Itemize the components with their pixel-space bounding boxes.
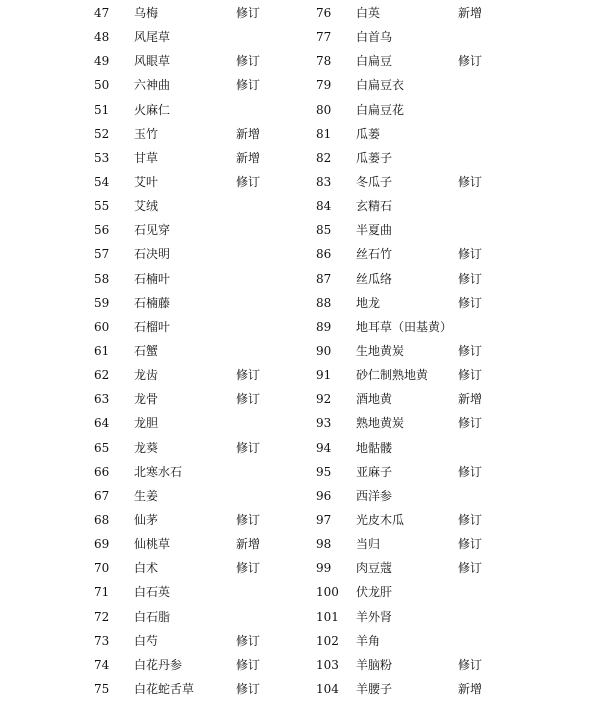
herb-name: 羊外肾	[356, 609, 393, 624]
item-number: 63	[94, 392, 110, 407]
item-number: 47	[94, 6, 110, 20]
item-number: 94	[316, 440, 332, 455]
herb-name: 石蟹	[134, 343, 159, 358]
revision-status: 新增	[236, 126, 261, 141]
herb-name: 丝石竹	[356, 247, 393, 262]
herb-name: 羊角	[356, 633, 381, 648]
herb-name: 玄精石	[356, 199, 393, 214]
herb-name: 地骷髅	[356, 440, 393, 455]
revision-status: 修订	[458, 271, 483, 286]
item-number: 96	[316, 488, 332, 503]
item-number: 52	[94, 126, 110, 141]
herb-name: 石楠藤	[134, 295, 171, 310]
revision-status: 修订	[236, 512, 261, 527]
revision-status: 新增	[458, 681, 483, 696]
item-number: 72	[94, 609, 110, 624]
revision-status: 修订	[458, 54, 483, 69]
item-number: 55	[94, 199, 110, 214]
revision-status: 修订	[458, 464, 483, 479]
herb-name: 龙齿	[134, 368, 159, 383]
herb-name: 石决明	[134, 247, 171, 262]
revision-status: 修订	[458, 561, 483, 576]
herb-name: 当归	[356, 537, 381, 552]
revision-status: 新增	[236, 150, 261, 165]
revision-status: 修订	[236, 78, 261, 93]
item-number: 71	[94, 585, 110, 600]
herb-name: 白扁豆花	[356, 102, 405, 117]
herb-name: 肉豆蔻	[356, 561, 393, 576]
revision-status: 修订	[236, 657, 261, 672]
herb-name: 白石英	[134, 585, 171, 600]
item-number: 64	[94, 416, 110, 431]
herb-name: 白石脂	[134, 609, 171, 624]
item-number: 78	[316, 54, 332, 69]
herb-name: 龙胆	[134, 416, 159, 431]
item-number: 85	[316, 223, 332, 238]
herb-name: 白扁豆	[356, 54, 393, 69]
item-number: 90	[316, 343, 332, 358]
item-number: 57	[94, 247, 110, 262]
herb-name: 风眼草	[134, 54, 171, 69]
item-number: 73	[94, 633, 110, 648]
herb-name: 半夏曲	[356, 223, 393, 238]
item-number: 93	[316, 416, 332, 431]
herb-name: 亚麻子	[356, 464, 393, 479]
herb-name: 羊脑粉	[356, 657, 393, 672]
item-number: 69	[94, 537, 110, 552]
herb-name: 火麻仁	[134, 102, 171, 117]
item-number: 68	[94, 512, 110, 527]
herb-name: 生地黄炭	[356, 343, 405, 358]
item-number: 98	[316, 537, 332, 552]
item-number: 77	[316, 30, 332, 45]
revision-status: 修订	[458, 343, 483, 358]
herb-name: 酒地黄	[356, 392, 393, 407]
item-number: 61	[94, 343, 110, 358]
revision-status: 修订	[458, 512, 483, 527]
herb-name: 伏龙肝	[356, 585, 393, 600]
revision-status: 修订	[458, 537, 483, 552]
item-number: 53	[94, 150, 110, 165]
item-number: 84	[316, 199, 332, 214]
item-number: 81	[316, 126, 332, 141]
item-number: 80	[316, 102, 332, 117]
item-number: 86	[316, 247, 332, 262]
herb-name: 六神曲	[134, 78, 171, 93]
item-number: 104	[316, 681, 339, 696]
revision-status: 修订	[236, 392, 261, 407]
herb-name: 丝瓜络	[356, 271, 393, 286]
revision-status: 修订	[236, 633, 261, 648]
herb-name: 熟地黄炭	[356, 416, 405, 431]
herb-name: 羊腰子	[356, 681, 393, 696]
item-number: 59	[94, 295, 110, 310]
revision-status: 新增	[458, 6, 483, 20]
herb-name: 瓜蒌子	[356, 150, 393, 165]
revision-status: 修订	[458, 657, 483, 672]
herb-name: 石楠叶	[134, 271, 171, 286]
revision-status: 修订	[458, 174, 483, 189]
herb-name: 仙桃草	[134, 537, 171, 552]
item-number: 54	[94, 174, 110, 189]
revision-status: 新增	[236, 537, 261, 552]
item-number: 103	[316, 657, 339, 672]
herb-name: 白扁豆衣	[356, 78, 405, 93]
item-number: 51	[94, 102, 110, 117]
herb-name: 白花蛇舌草	[134, 681, 195, 696]
herb-name: 地龙	[356, 295, 381, 310]
herb-name: 乌梅	[134, 6, 159, 20]
herb-name: 白英	[356, 6, 381, 20]
revision-status: 修订	[236, 561, 261, 576]
herb-name: 西洋参	[356, 488, 393, 503]
item-number: 48	[94, 30, 110, 45]
revision-status: 修订	[458, 368, 483, 383]
revision-status: 修订	[458, 295, 483, 310]
item-number: 92	[316, 392, 332, 407]
item-number: 60	[94, 319, 110, 334]
herb-name: 冬瓜子	[356, 174, 393, 189]
item-number: 82	[316, 150, 332, 165]
item-number: 70	[94, 561, 110, 576]
item-number: 49	[94, 54, 110, 69]
herb-name: 艾叶	[134, 174, 159, 189]
herb-name: 光皮木瓜	[356, 512, 405, 527]
revision-status: 修订	[236, 368, 261, 383]
revision-status: 修订	[458, 247, 483, 262]
herb-name: 地耳草（田基黄）	[356, 319, 453, 334]
herb-name: 艾绒	[134, 199, 159, 214]
herb-name: 仙茅	[134, 512, 159, 527]
revision-status: 修订	[236, 440, 261, 455]
herb-name: 龙葵	[134, 440, 159, 455]
herb-name: 甘草	[134, 150, 159, 165]
herb-name: 龙骨	[134, 392, 159, 407]
herb-name: 玉竹	[134, 126, 159, 141]
herb-name: 白花丹参	[134, 657, 183, 672]
herb-name: 石榴叶	[134, 319, 171, 334]
revision-status: 修订	[236, 174, 261, 189]
item-number: 91	[316, 368, 332, 383]
item-number: 75	[94, 681, 110, 696]
herb-name: 石见穿	[134, 223, 171, 238]
item-number: 89	[316, 319, 332, 334]
revision-status: 修订	[236, 6, 261, 20]
item-number: 83	[316, 174, 332, 189]
item-number: 62	[94, 368, 110, 383]
herb-name: 砂仁制熟地黄	[356, 368, 429, 383]
item-number: 79	[316, 78, 332, 93]
herb-name: 北寒水石	[134, 464, 183, 479]
item-number: 67	[94, 488, 110, 503]
revision-status: 修订	[236, 54, 261, 69]
item-number: 74	[94, 657, 110, 672]
item-number: 100	[316, 585, 339, 600]
herb-name: 风尾草	[134, 30, 171, 45]
item-number: 56	[94, 223, 110, 238]
item-number: 99	[316, 561, 332, 576]
herb-name: 白术	[134, 561, 159, 576]
herb-name: 生姜	[134, 488, 159, 503]
item-number: 102	[316, 633, 339, 648]
revision-status: 新增	[458, 392, 483, 407]
item-number: 66	[94, 464, 110, 479]
herb-name: 瓜蒌	[356, 126, 381, 141]
item-number: 88	[316, 295, 332, 310]
item-number: 65	[94, 440, 110, 455]
item-number: 101	[316, 609, 339, 624]
herb-name: 白首乌	[356, 30, 393, 45]
herb-name: 白芍	[134, 633, 159, 648]
item-number: 76	[316, 6, 332, 20]
item-number: 95	[316, 464, 332, 479]
revision-status: 修订	[236, 681, 261, 696]
item-number: 58	[94, 271, 110, 286]
item-number: 87	[316, 271, 332, 286]
revision-status: 修订	[458, 416, 483, 431]
item-number: 50	[94, 78, 110, 93]
item-number: 97	[316, 512, 332, 527]
